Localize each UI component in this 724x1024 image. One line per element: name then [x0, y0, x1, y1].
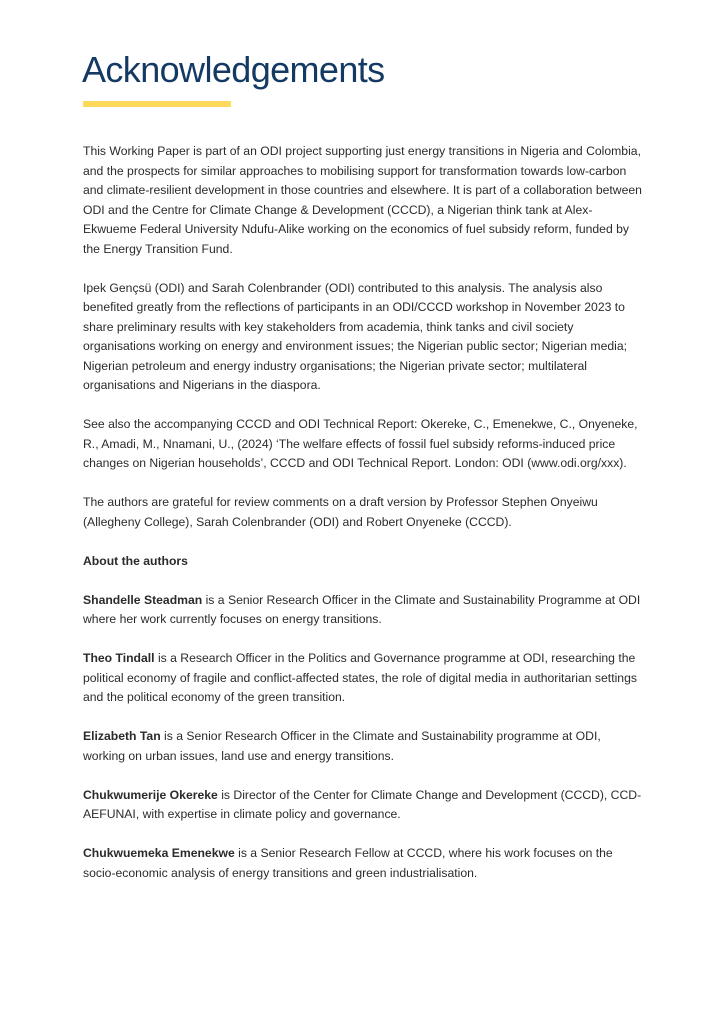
author-description: is a Senior Research Officer in the Climate and Sustainability programme at ODI, working on urban issues, land use and energy transitions.: [83, 729, 601, 763]
about-authors-heading: About the authors: [83, 553, 188, 568]
author-bio: [83, 844, 643, 883]
author-name: Shandelle Steadman: [83, 592, 203, 607]
paragraph-technical-report: See also the accompanying CCCD and ODI Technical Report: Okereke, C., Emenekwe, C., Onyeneke, R., Amadi, M., Nnamani, U., (2024) ‘The welfare effects of fossil fuel subsidy reforms-induced price changes on Nigerian households’, CCCD and ODI Technical Report. London: ODI (www.odi.org/xxx).: [83, 417, 638, 470]
document-body: [83, 142, 643, 903]
author-description: is a Senior Research Officer in the Climate and Sustainability Programme at ODI where her work currently focuses on energy transitions.: [83, 592, 641, 626]
page-title: Acknowledgements: [82, 49, 385, 90]
author-name: Elizabeth Tan: [83, 729, 161, 743]
paragraph-project: This Working Paper is part of an ODI project supporting just energy transitions in Nigeria and Colombia, and the prospects for similar approaches to mobilising support for transformation towards low-carbon and climate-resilient development in those countries and elsewhere. It is part of a collaboration between ODI and the Centre for Climate Change & Development (CCCD), a Nigerian think tank at Alex-Ekwueme Federal University Ndufu-Alike working on the economics of fuel subsidy reform, funded by the Energy Transition Fund.: [83, 144, 642, 256]
paragraph-contributors: Ipek Gençsü (ODI) and Sarah Colenbrander (ODI) contributed to this analysis. The analysis also benefited greatly from the reflections of participants in an ODI/CCCD workshop in November 2023 to share preliminary results with key stakeholders from academia, think tanks and civil society organisations working on energy and environment issues; the Nigerian public sector; Nigerian media; Nigerian petroleum and energy industry organisations; the Nigerian private sector; multilateral organisations and Nigerians in the diaspora.: [83, 280, 627, 392]
author-bio: [83, 649, 643, 708]
author-bio: [83, 591, 643, 630]
author-description: is Director of the Center for Climate Change and Development (CCCD), CCD-AEFUNAI, with expertise in climate policy and governance.: [83, 787, 642, 821]
author-name: Chukwuemeka Emenekwe: [83, 846, 235, 860]
title-accent-bar: [83, 101, 231, 107]
author-bio: [83, 727, 643, 766]
author-bio: [83, 786, 643, 825]
author-name: Chukwumerije Okereke: [83, 787, 218, 802]
author-name: Theo Tindall: [83, 651, 155, 665]
author-description: is a Research Officer in the Politics and Governance programme at ODI, researching the political economy of fragile and conflict-affected states, the role of digital media in authoritarian settings and the political economy of the green transition.: [83, 651, 637, 704]
paragraph-reviewers: The authors are grateful for review comments on a draft version by Professor Stephen Onyeiwu (Allegheny College), Sarah Colenbrander (ODI) and Robert Onyeneke (CCCD).: [83, 495, 598, 529]
author-description: is a Senior Research Fellow at CCCD, where his work focuses on the socio-economic analysis of energy transitions and green industrialisation.: [83, 846, 613, 880]
